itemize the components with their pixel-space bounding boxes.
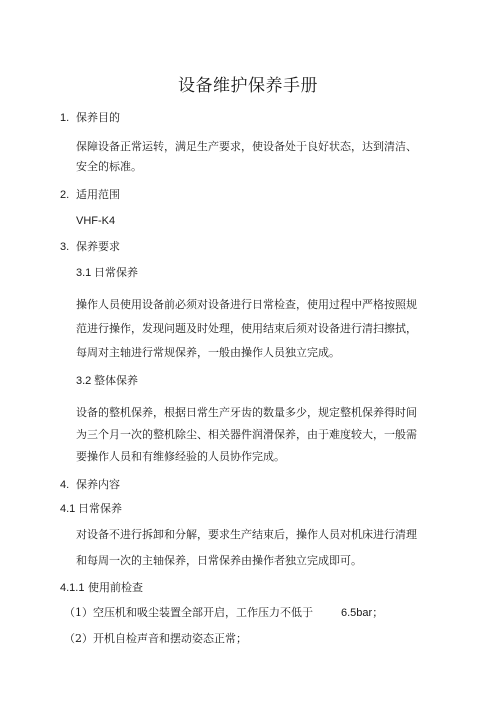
subsection-3-2-line-3: 要操作人员和有维修经验的人员协作完成。 (76, 450, 285, 463)
section-3-heading (60, 240, 120, 254)
subsection-3-1-title: 日常保养 (94, 266, 138, 279)
subsection-3-1-line-3: 每周对主轴进行常规保养，一般由操作人员独立完成。 (76, 346, 340, 359)
subsection-3-2-title: 整体保养 (94, 374, 138, 387)
subsection-4-1-number: 4.1 (60, 503, 76, 515)
section-2-number: 2. (60, 189, 70, 201)
section-1-text-line-2: 安全的标准。 (76, 160, 142, 173)
section-4-number: 4. (60, 479, 70, 491)
section-3-number: 3. (60, 241, 70, 253)
section-2-heading (60, 188, 120, 202)
section-4-title: 保养内容 (76, 478, 120, 491)
model-name: VHF-K4 (76, 215, 116, 227)
subsection-4-1-heading (60, 502, 122, 516)
subsection-3-1-line-1: 操作人员使用设备前必须对设备进行日常检查，使用过程中严格按照规 (76, 298, 417, 311)
check-item-1-value: 6.5bar； (341, 607, 384, 619)
subsection-4-1-line-1: 对设备不进行拆卸和分解，要求生产结束后，操作人员对机床进行清理 (76, 528, 417, 541)
section-3-title: 保养要求 (76, 240, 120, 253)
subsection-3-1-line-2: 范进行操作，发现问题及时处理，使用结束后须对设备进行清扫擦拭， (76, 322, 417, 335)
subsection-3-2-line-1: 设备的整机保养，根据日常生产牙齿的数量多少，规定整机保养得时间 (76, 406, 417, 419)
section-1-title: 保养目的 (76, 111, 120, 124)
subsection-4-1-title: 日常保养 (78, 502, 122, 515)
subsection-4-1-1-title: 使用前检查 (88, 581, 143, 594)
page-title: 设备维护保养手册 (178, 76, 318, 96)
section-1-heading (60, 111, 120, 125)
section-1-text-line-1: 保障设备正常运转，满足生产要求，使设备处于良好状态，达到清洁、 (76, 140, 417, 153)
subsection-3-2-line-2: 为三个月一次的整机除尘、相关器件润滑保养，由于难度较大，一般需 (76, 428, 417, 441)
section-2-title: 适用范围 (76, 188, 120, 201)
subsection-3-1-number: 3.1 (76, 267, 92, 279)
check-item-2: （2）开机自检声音和摆动姿态正常； (64, 632, 247, 645)
subsection-4-1-1-number: 4.1.1 (60, 582, 85, 594)
subsection-3-2-heading (76, 374, 138, 388)
subsection-3-2-number: 3.2 (76, 375, 92, 387)
subsection-3-1-heading (76, 266, 138, 280)
section-1-number: 1. (60, 112, 70, 124)
subsection-4-1-line-2: 和每周一次的主轴保养，日常保养由操作者独立完成即可。 (76, 554, 362, 567)
subsection-4-1-1-heading (60, 581, 143, 595)
section-4-heading (60, 478, 120, 492)
check-item-1-label: （1）空压机和吸尘装置全部开启，工作压力不低于 (64, 606, 313, 619)
check-item-1 (64, 606, 383, 620)
